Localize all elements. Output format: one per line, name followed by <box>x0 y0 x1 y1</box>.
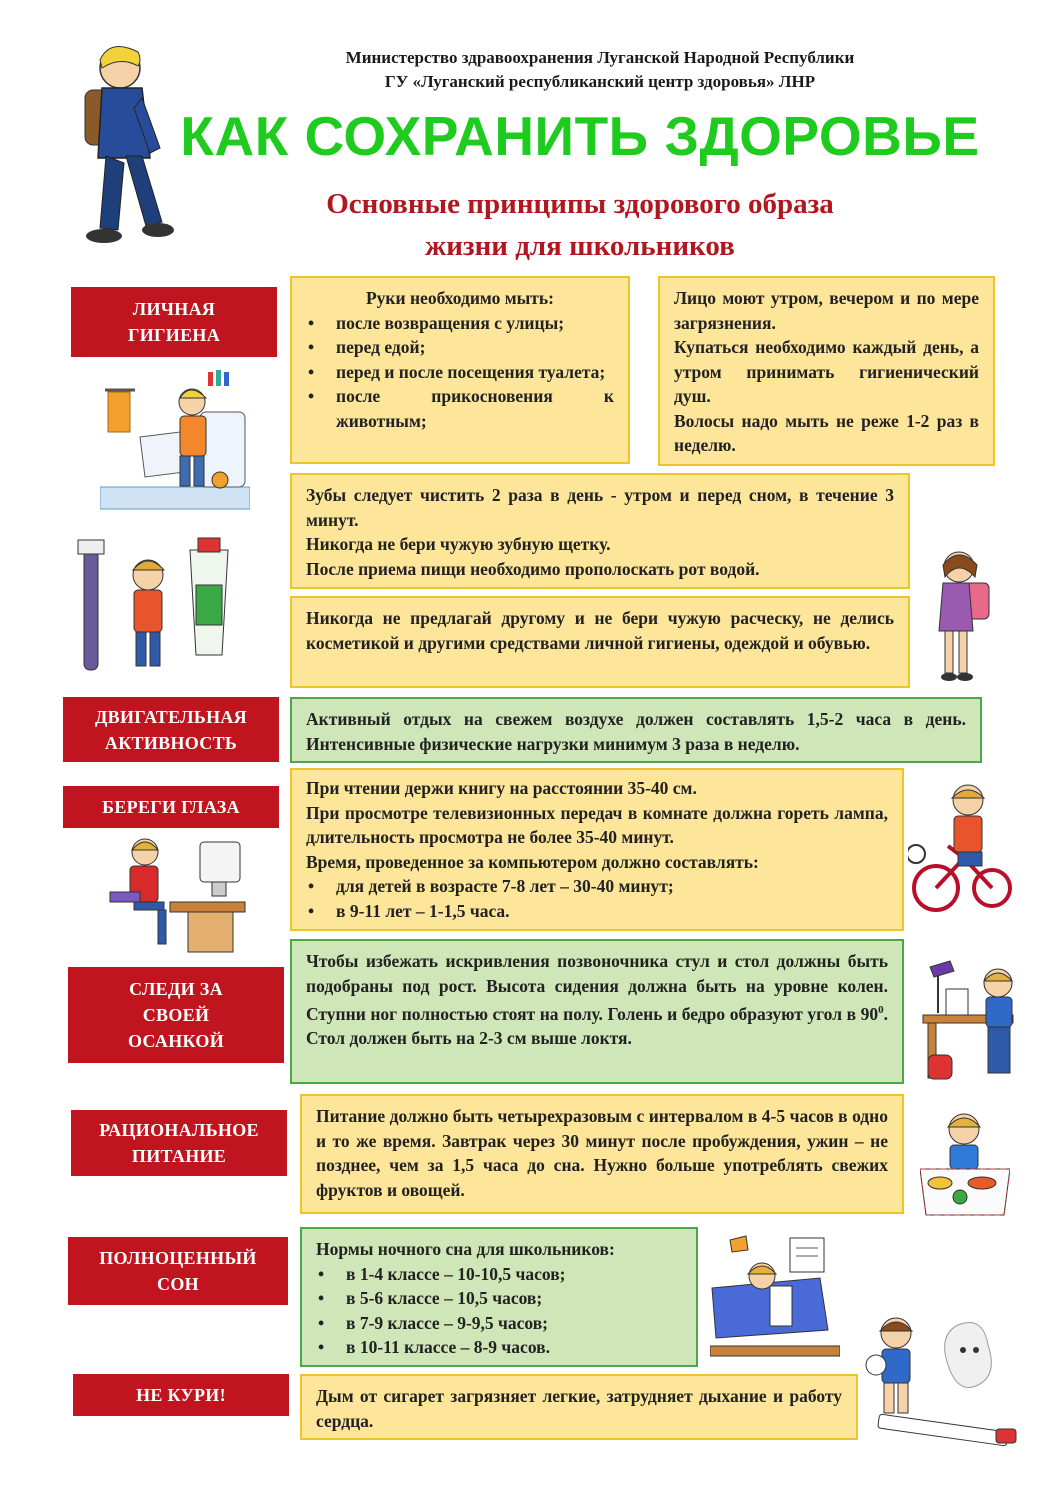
face-line-3: Волосы надо мыть не реже 1-2 раз в неделю. <box>674 410 979 455</box>
label-hygiene-line-1: ЛИЧНАЯ <box>132 299 216 319</box>
label-nutrition-line-2: ПИТАНИЕ <box>131 1146 227 1166</box>
eyes-line-2: При просмотре телевизионных передач в комнате должна гореть лампа, длительность просмотра не более 35-40 минут. <box>306 802 888 847</box>
label-personal-hygiene <box>71 287 277 357</box>
subtitle-line-2: жизни для школьников <box>425 230 735 262</box>
label-nutrition-line-1: РАЦИОНАЛЬНОЕ <box>99 1120 259 1140</box>
sleep-box <box>300 1227 698 1367</box>
list-item: • перед и после посещения туалета; <box>336 360 614 385</box>
label-nutrition <box>71 1110 287 1176</box>
list-item: • после прикосновения к животным; <box>336 384 614 433</box>
org-line-2: ГУ «Луганский республиканский центр здоровья» ЛНР <box>384 72 816 91</box>
no-smoking-illustration <box>858 1305 1023 1450</box>
eyes-box <box>290 768 904 931</box>
activity-text: Активный отдых на свежем воздухе должен составлять 1,5-2 часа в день. Интенсивные физические нагрузки минимум 3 раза в неделю. <box>306 709 966 754</box>
comb-box <box>290 596 910 688</box>
list-item: • для детей в возрасте 7-8 лет – 30-40 минут; <box>336 874 888 899</box>
label-sleep-line-2: СОН <box>157 1274 199 1294</box>
teeth-box <box>290 473 910 589</box>
teeth-line-2: Никогда не бери чужую зубную щетку. <box>306 534 611 554</box>
smoking-text: Дым от сигарет загрязняет легкие, затрудняет дыхание и работу сердца. <box>316 1386 842 1431</box>
eyes-line-1: При чтении держи книгу на расстоянии 35-40 см. <box>306 778 697 798</box>
washing-hands-illustration <box>100 362 250 512</box>
face-washing-box <box>658 276 995 466</box>
label-smoking-line-1: НЕ КУРИ! <box>136 1385 226 1405</box>
list-item: • в 9-11 лет – 1-1,5 часа. <box>336 899 888 924</box>
posture-text-part-2: . Стол должен быть на 2-3 см выше локтя. <box>306 1003 888 1049</box>
comb-text: Никогда не предлагай другому и не бери чужую расческу, не делись косметикой и другими средствами личной гигиены, одеждой и обувью. <box>306 608 894 653</box>
list-item: • в 5-6 классе – 10,5 часов; <box>346 1286 682 1311</box>
desk-boy-illustration <box>918 955 1028 1085</box>
label-posture-line-3: ОСАНКОЙ <box>127 1031 225 1051</box>
list-item: • перед едой; <box>336 335 614 360</box>
sleep-heading: Нормы ночного сна для школьников: <box>316 1239 615 1259</box>
label-posture <box>68 967 284 1063</box>
label-posture-line-2: СВОЕЙ <box>142 1005 210 1025</box>
girl-backpack-illustration <box>925 545 995 685</box>
page-title: КАК СОХРАНИТЬ ЗДОРОВЬЕ <box>180 105 980 167</box>
degree-superscript: 0 <box>878 1004 884 1016</box>
hands-heading: Руки необходимо мыть: <box>365 288 554 308</box>
smoking-box <box>300 1374 858 1440</box>
nutrition-box <box>300 1094 904 1214</box>
toothbrush-illustration <box>70 530 240 680</box>
bicycle-boy-illustration <box>908 778 1013 928</box>
sleep-illustration <box>710 1228 840 1363</box>
label-sleep-line-1: ПОЛНОЦЕННЫЙ <box>99 1248 257 1268</box>
posture-box <box>290 939 904 1084</box>
hands-washing-box <box>290 276 630 464</box>
activity-box <box>290 697 982 763</box>
label-activity-line-1: ДВИГАТЕЛЬНАЯ <box>95 706 247 727</box>
label-sleep <box>68 1237 288 1305</box>
label-physical-activity <box>63 697 279 762</box>
teeth-line-3: После приема пищи необходимо прополоскать рот водой. <box>306 558 760 579</box>
computer-boy-illustration <box>100 832 250 962</box>
list-item: • в 7-9 классе – 9-9,5 часов; <box>346 1311 682 1336</box>
posture-text <box>306 949 888 1051</box>
eating-boy-illustration <box>920 1105 1010 1225</box>
eyes-line-3: Время, проведенное за компьютером должно составлять: <box>306 851 759 872</box>
label-posture-line-1: СЛЕДИ ЗА <box>129 979 223 999</box>
walking-boy-illustration <box>50 38 180 253</box>
nutrition-text: Питание должно быть четырехразовым с интервалом в 4-5 часов в одно и то же время. Завтрак через 30 минут после пробуждения, ужин – не позднее, чем за 1,5 часа до сна. Нужно больше употреблять свежих фруктов и овощей. <box>316 1106 888 1200</box>
face-line-2: Купаться необходимо каждый день, а утром принимать гигиенический душ. <box>674 337 979 406</box>
label-activity-line-2: АКТИВНОСТЬ <box>104 732 238 753</box>
list-item: • после возвращения с улицы; <box>336 311 614 336</box>
label-no-smoking <box>73 1374 289 1416</box>
face-line-1: Лицо моют утром, вечером и по мере загрязнения. <box>674 288 979 333</box>
label-hygiene-line-2: ГИГИЕНА <box>127 325 220 345</box>
label-protect-eyes <box>63 786 279 828</box>
list-item: • в 1-4 классе – 10-10,5 часов; <box>346 1262 682 1287</box>
subtitle-line-1: Основные принципы здорового образа <box>326 188 834 220</box>
list-item: • в 10-11 классе – 8-9 часов. <box>346 1335 682 1360</box>
posture-text-part-1: Чтобы избежать искривления позвоночника стул и стол должны быть подобраны под рост. Высота сидения должна быть на уровне колен. Ступни ног полностью стоят на полу. Голень и бедро образуют угол в 90 <box>306 951 888 1024</box>
label-eyes-line-1: БЕРЕГИ ГЛАЗА <box>102 797 240 817</box>
org-line-1: Министерство здравоохранения Луганской Народной Республики <box>345 48 855 67</box>
teeth-line-1: Зубы следует чистить 2 раза в день - утром и перед сном, в течение 3 минут. <box>306 485 894 530</box>
